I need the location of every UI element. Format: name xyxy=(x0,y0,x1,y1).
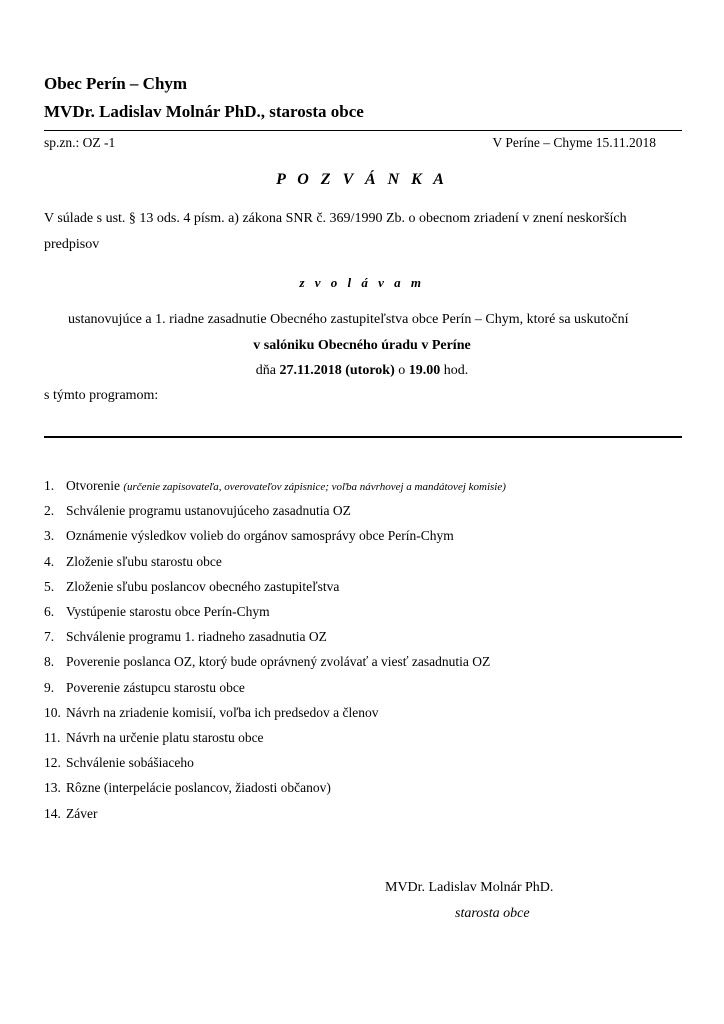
program-item-number: 2. xyxy=(44,503,55,519)
program-item-number: 5. xyxy=(44,578,55,594)
program-item xyxy=(44,705,379,721)
signature-role: starosta obce xyxy=(455,906,530,921)
program-item-text: Zloženie sľubu starostu obce xyxy=(66,553,222,569)
program-item xyxy=(44,629,327,645)
program-intro: s týmto programom: xyxy=(44,388,159,403)
program-item-text: Rôzne (interpelácie poslancov, žiadosti občanov) xyxy=(66,780,331,796)
program-item-text: Otvorenie xyxy=(66,478,124,493)
program-item xyxy=(44,579,339,595)
program-item-text: Návrh na určenie platu starostu obce xyxy=(66,730,264,745)
program-item-number: 11. xyxy=(44,730,61,745)
session-location: v salóniku Obecného úradu v Períne xyxy=(253,338,471,353)
program-item-number: 8. xyxy=(44,654,55,670)
program-item-number: 1. xyxy=(44,478,55,493)
program-item xyxy=(44,604,270,620)
intro-text-line2: predpisov xyxy=(44,237,100,252)
program-item xyxy=(44,780,331,796)
header-rule xyxy=(44,130,682,131)
time-suffix: hod. xyxy=(440,363,469,378)
program-item-number: 6. xyxy=(44,604,55,619)
program-item-text: Poverenie zástupcu starostu obce xyxy=(66,679,245,695)
program-item-text: Schválenie programu ustanovujúceho zasadnutia OZ xyxy=(66,503,351,519)
program-item-number: 9. xyxy=(44,679,55,695)
program-item-text: Vystúpenie starostu obce Perín-Chym xyxy=(66,604,270,619)
program-item xyxy=(44,806,97,822)
program-item-text: Poverenie poslanca OZ, ktorý bude oprávnený zvolávať a viesť zasadnutia OZ xyxy=(66,654,491,670)
program-item xyxy=(44,680,245,696)
program-item-text: Schválenie programu 1. riadneho zasadnutia OZ xyxy=(66,629,327,645)
session-date: 27.11.2018 (utorok) xyxy=(279,363,395,378)
program-item-note: (určenie zapisovateľa, overovateľov zápisnice; voľba návrhovej a mandátovej komisie) xyxy=(123,481,506,493)
program-item xyxy=(44,755,194,771)
municipality-name: Obec Perín – Chym xyxy=(44,74,188,93)
reference-number: sp.zn.: OZ -1 xyxy=(44,135,116,150)
program-item-number: 4. xyxy=(44,553,55,569)
program-item-number: 13. xyxy=(44,780,61,796)
program-item-number: 10. xyxy=(44,704,61,720)
place-date: V Períne – Chyme 15.11.2018 xyxy=(492,135,656,150)
program-item-number: 7. xyxy=(44,629,55,645)
program-item-text: Zloženie sľubu poslancov obecného zastupiteľstva xyxy=(66,578,340,594)
program-item-text: Záver xyxy=(66,805,98,821)
session-time: 19.00 xyxy=(408,363,441,378)
program-item-text: Schválenie sobášiaceho xyxy=(66,755,194,771)
program-item-text: Oznámenie výsledkov volieb do orgánov samosprávy obce Perín-Chym xyxy=(66,528,454,544)
time-prefix: o xyxy=(394,363,409,378)
program-item-number: 3. xyxy=(44,528,55,544)
program-item-number: 14. xyxy=(44,805,61,821)
program-item xyxy=(44,503,351,519)
program-item xyxy=(44,478,506,494)
session-datetime xyxy=(0,363,724,379)
program-item-number: 12. xyxy=(44,755,61,771)
program-item-text: Návrh na zriadenie komisií, voľba ich predsedov a členov xyxy=(66,704,379,720)
date-prefix: dňa xyxy=(255,363,280,378)
program-item xyxy=(44,730,264,746)
document-title: P O Z V Á N K A xyxy=(276,171,448,188)
mayor-header: MVDr. Ladislav Molnár PhD., starosta obce xyxy=(44,102,364,121)
program-item xyxy=(44,528,454,544)
program-item xyxy=(44,654,490,670)
program-rule xyxy=(44,436,682,438)
program-item xyxy=(44,554,222,570)
intro-text-line1: V súlade s ust. § 13 ods. 4 písm. a) zákona SNR č. 369/1990 Zb. o obecnom zriadení v znení neskorších xyxy=(44,211,627,226)
signature-name: MVDr. Ladislav Molnár PhD. xyxy=(385,880,554,895)
convening-word: z v o l á v a m xyxy=(299,275,425,290)
session-description: ustanovujúce a 1. riadne zasadnutie Obecného zastupiteľstva obce Perín – Chym, ktoré sa uskutoční xyxy=(68,312,629,327)
